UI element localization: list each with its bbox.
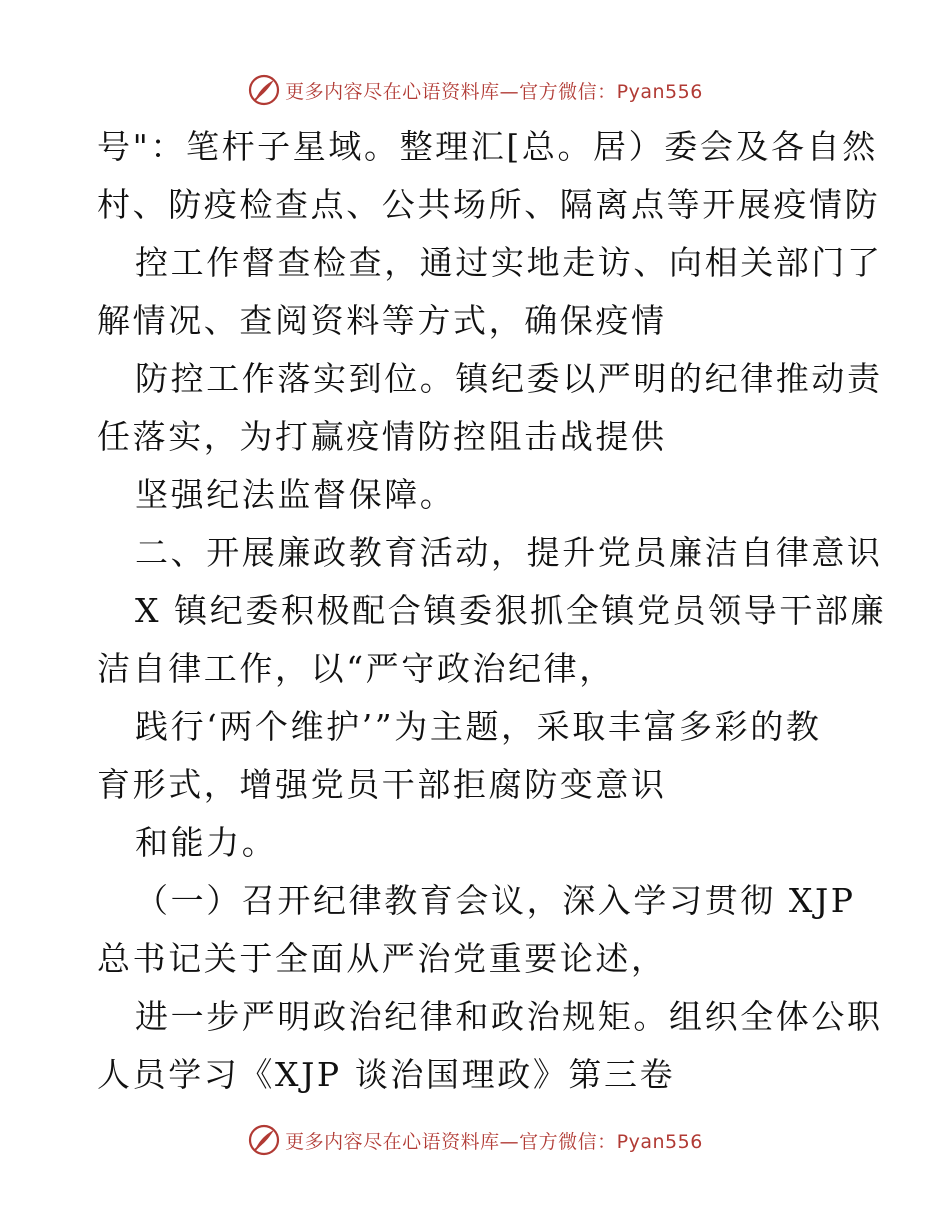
body-line: 洁自律工作，以“严守政治纪律，: [97, 649, 615, 688]
footer-watermark: [0, 1120, 950, 1160]
body-line: 防控工作落实到位。镇纪委以严明的纪律推动责: [135, 359, 883, 398]
body-line: 控工作督查检查，通过实地走访、向相关部门了: [135, 243, 883, 282]
watermark-text: 更多内容尽在心语资料库—官方微信：Pyan556: [285, 1130, 703, 1153]
body-line: 进一步严明政治纪律和政治规矩。组织全体公职: [135, 997, 883, 1036]
body-line: 任落实，为打赢疫情防控阻击战提供: [97, 417, 667, 456]
feather-pen-logo-icon: [247, 1123, 281, 1157]
body-line: 坚强纪法监督保障。: [135, 475, 456, 514]
body-line: 育形式，增强党员干部拒腐防变意识: [97, 765, 667, 804]
body-line: 和能力。: [135, 823, 278, 862]
body-line: 总书记关于全面从严治党重要论述，: [97, 939, 667, 978]
body-line: X 镇纪委积极配合镇委狠抓全镇党员领导干部廉: [135, 591, 887, 630]
body-line: 人员学习《XJP 谈治国理政》第三卷: [97, 1055, 676, 1094]
body-line: 践行‘两个维护’”为主题，采取丰富多彩的教: [135, 707, 822, 746]
watermark-text: 更多内容尽在心语资料库—官方微信：Pyan556: [285, 80, 703, 103]
body-line: 村、防疫检查点、公共场所、隔离点等开展疫情防: [97, 185, 881, 224]
subsection-heading: （一）召开纪律教育会议，深入学习贯彻 XJP: [135, 881, 856, 920]
body-line: 解情况、查阅资料等方式，确保疫情: [97, 301, 667, 340]
body-line: 号"：笔杆子星域。整理汇[总。居）委会及各自然: [97, 127, 878, 166]
section-heading: 二、开展廉政教育活动，提升党员廉洁自律意识: [135, 533, 883, 572]
